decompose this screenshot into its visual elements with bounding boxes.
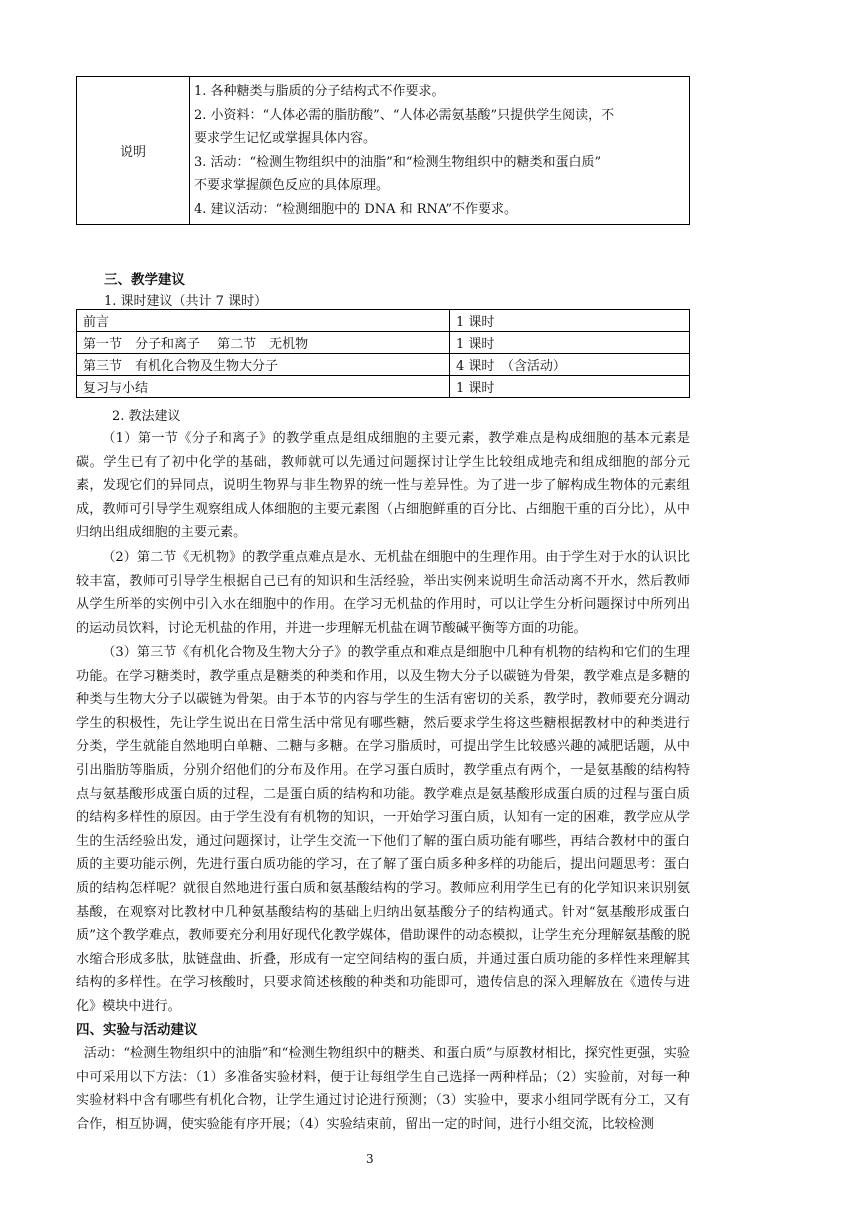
note-content <box>190 77 690 225</box>
schedule-topic: 第一节 分子和离子 第二节 无机物 <box>77 332 450 354</box>
schedule-topic: 前言 <box>77 310 450 332</box>
schedule-table <box>76 309 690 398</box>
note-table <box>76 76 690 225</box>
paragraph-section-2: （2）第二节《无机物》的教学重点难点是水、无机盐在细胞中的生理作用。由于学生对于水的认识比较丰富，教师可引导学生根据自己已有的知识和生活经验，举出实例来说明生命活动离不开水，然后教师从学生所举的实例中引入水在细胞中的作用。在学习无机盐的作用时，可以让学生分析问题探讨中所列出的运动员饮料，讨论无机盐的作用，并进一步理解无机盐在调节酸碱平衡等方面的功能。 <box>76 550 690 636</box>
note-item: 3. 活动：“检测生物组织中的油脂”和“检测生物组织中的糖类和蛋白质” <box>194 154 602 170</box>
table-row <box>77 310 690 332</box>
paragraph-section-3: （3）第三节《有机化合物及生物大分子》的教学重点和难点是细胞中几种有机物的结构和它们的生理功能。在学习糖类时，教学重点是糖类的种类和作用，以及生物大分子以碳链为骨架，教学难点是多糖的种类与生物大分子以碳链为骨架。由于本节的内容与学生的生活有密切的关系，教学时，教师要充分调动学生的积极性，先让学生说出在日常生活中常见有哪些糖，然后要求学生将这些糖根据教材中的种类进行分类，学生就能自然地明白单糖、二糖与多糖。在学习脂质时，可提出学生比较感兴趣的减肥话题，从中引出脂肪等脂质，分别介绍他们的分布及作用。在学习蛋白质时，教学重点有两个，一是氨基酸的结构特点与氨基酸形成蛋白质的过程，二是蛋白质的结构和功能。教学难点是氨基酸形成蛋白质的过程与蛋白质的结构多样性的原因。由于学生没有有机物的知识，一开始学习蛋白质，认知有一定的困难，教学应从学生的生活经验出发，通过问题探讨，让学生交流一下他们了解的蛋白质功能有哪些，再结合教材中的蛋白质的主要功能示例，先进行蛋白质功能的学习，在了解了蛋白质多种多样的功能后，提出问题思考：蛋白质的结构怎样呢？就很自然地进行蛋白质和氨基酸结构的学习。教师应利用学生已有的化学知识来识别氨基酸，在观察对比教材中几种氨基酸结构的基础上归纳出氨基酸分子的结构通式。针对“氨基酸形成蛋白质”这个教学难点，教师要充分利用好现代化教学媒体，借助课件的动态模拟，让学生充分理解氨基酸的脱水缩合形成多肽，肽链盘曲、折叠，形成有一定空间结构的蛋白质，并通过蛋白质功能的多样性来理解其结构的多样性。在学习核酸时，只要求简述核酸的种类和功能即可，遗传信息的深入理解放在《遗传与进化》模块中进行。 <box>76 645 690 1014</box>
table-row <box>77 376 690 398</box>
paragraph-activity: 活动：“检测生物组织中的油脂”和“检测生物组织中的糖类、和蛋白质”与原教材相比，探究性更强，实验中可采用以下方法：（1）多准备实验材料，便于让每组学生自己选择一两种样品；（2）实验前，对每一种实验材料中含有哪些有机化合物，让学生通过讨论进行预测；（3）实验中，要求小组同学既有分工，又有合作，相互协调，使实验能有序开展；（4）实验结束前，留出一定的时间，进行小组交流，比较检测 <box>76 1046 690 1132</box>
page-number: 3 <box>366 1152 374 1166</box>
note-item: 要求学生记忆或掌握具体内容。 <box>194 131 377 146</box>
section-4-heading: 四、实验与活动建议 <box>76 1022 198 1038</box>
note-item: 1. 各种糖类与脂质的分子结构式不作要求。 <box>194 84 445 99</box>
note-label: 说明 <box>77 77 190 225</box>
note-item: 4. 建议活动：“检测细胞中的 DNA 和 RNA”不作要求。 <box>194 201 518 217</box>
note-item: 不要求掌握颜色反应的具体原理。 <box>194 178 390 193</box>
table-row <box>77 354 690 376</box>
note-item: 2. 小资料：“人体必需的脂肪酸”、“人体必需氨基酸”只提供学生阅读，不 <box>194 107 615 123</box>
section-3-heading: 三、教学建议 <box>104 272 185 288</box>
schedule-topic: 第三节 有机化合物及生物大分子 <box>77 354 450 376</box>
schedule-hours: 4 课时 （含活动） <box>450 354 690 376</box>
schedule-hours: 1 课时 <box>450 310 690 332</box>
table-row <box>77 332 690 354</box>
schedule-hours: 1 课时 <box>450 376 690 398</box>
schedule-subheading: 1. 课时建议（共计 7 课时） <box>104 294 268 309</box>
schedule-topic: 复习与小结 <box>77 376 450 398</box>
paragraph-section-1: （1）第一节《分子和离子》的教学重点是组成细胞的主要元素，教学难点是构成细胞的基本元素是碳。学生已有了初中化学的基础，教师就可以先通过问题探讨让学生比较组成地壳和组成细胞的部分元素，发现它们的异同点，说明生物界与非生物界的统一性与差异性。为了进一步了解构成生物体的元素组成，教师可引导学生观察组成人体细胞的主要元素图（占细胞鲜重的百分比、占细胞干重的百分比），从中归纳出组成细胞的主要元素。 <box>76 431 690 541</box>
method-subheading: 2. 教法建议 <box>112 409 181 424</box>
schedule-hours: 1 课时 <box>450 332 690 354</box>
